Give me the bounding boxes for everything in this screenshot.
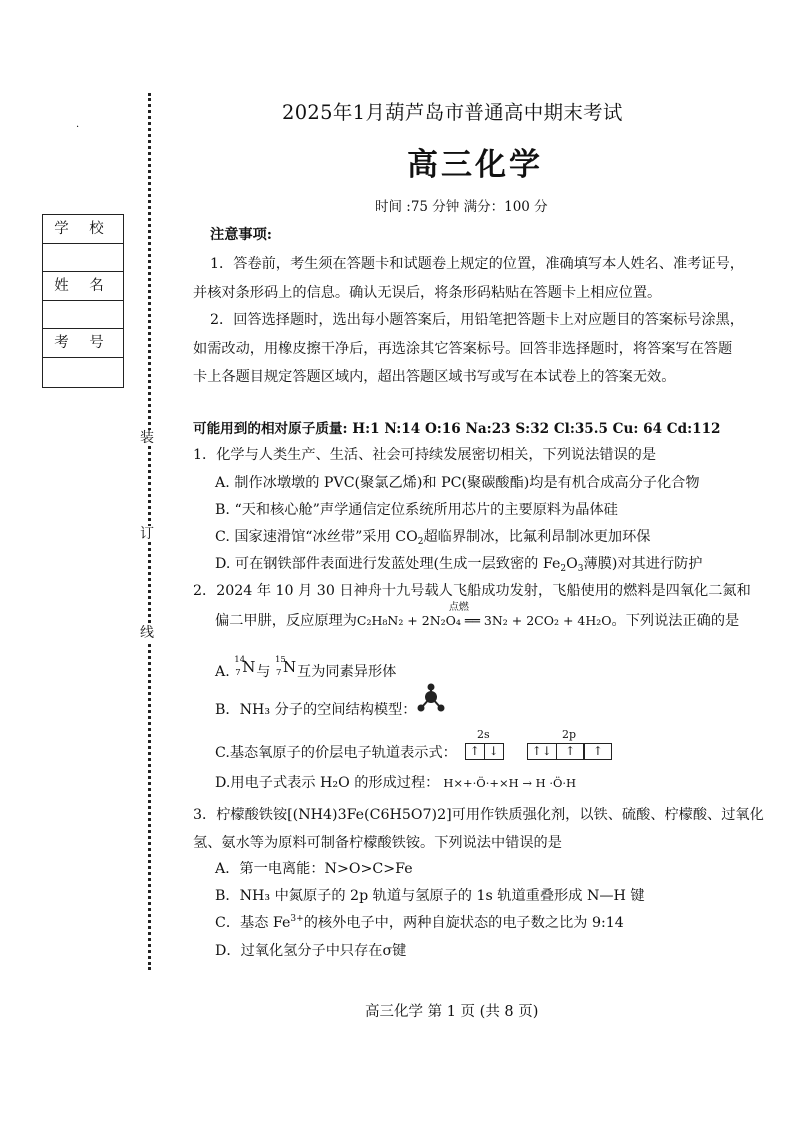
- name-label: 姓 名: [43, 272, 123, 301]
- isotope-n14: 14 7 N: [234, 655, 256, 678]
- binding-char-ding: 订: [140, 526, 154, 542]
- q2-option-c: C.基态氧原子的价层电子轨道表示式：: [215, 745, 457, 761]
- q3-option-c: C．基态 $Fe^{3+}$的核外电子中，两种自旋状态的电子数之比为 9:14: [215, 914, 624, 931]
- orbital-2p-box-1: ↑↓: [527, 743, 557, 760]
- q3-option-b: B．NH₃ 中氮原子的 2p 轨道与氢原子的 1s 轨道重叠形成 N—H 键: [215, 888, 645, 904]
- q2-reaction-condition: 点燃: [448, 602, 469, 613]
- nh3-ball-stick-model-icon: [416, 683, 446, 715]
- notice-item2-line2: 如需改动，用橡皮擦干净后，再选涂其它答案标号。回答非选择题时，将答案写在答题: [193, 341, 733, 357]
- binding-char-xian: 线: [140, 625, 154, 641]
- notice-item2-line1: 2．回答选择题时，选出每小题答案后，用铅笔把答题卡上对应题目的答案标号涂黑，: [210, 312, 744, 328]
- orbital-2s-box-2: ↓: [484, 743, 504, 760]
- q1-option-b: B. “天和核心舱”声学通信定位系统所用芯片的主要原料为晶体硅: [215, 502, 618, 518]
- exam-number-field[interactable]: [43, 358, 123, 387]
- q1-option-c: C. 国家速滑馆“冰丝带”采用 $CO_2$超临界制冰，比氟利昂制冰更加环保: [215, 529, 651, 547]
- binding-char-zhuang: 装: [140, 430, 154, 446]
- notice-heading: 注意事项:: [210, 227, 272, 243]
- atomic-masses: 可能用到的相对原子质量: H:1 N:14 O:16 Na:23 S:32 Cl:35.5 Cu: 64 Cd:112: [193, 421, 721, 437]
- orbital-2s: [466, 743, 504, 761]
- orbital-2p-box-3: ↑: [583, 743, 612, 760]
- notice-item2-line3: 卡上各题目规定答题区域内，超出答题区域书写或写在本试卷上的答案无效。: [193, 369, 676, 385]
- orbital-2s-box-1: ↑: [465, 743, 485, 760]
- q1-option-d: D. 可在钢铁部件表面进行发蓝处理(生成一层致密的 $Fe_2O_3$薄膜)对其进行防护: [215, 556, 703, 574]
- orbital-2p-label: 2p: [562, 728, 577, 741]
- q2-option-a: A. 14 7 N 与 15 7 N 互为同素异形体: [215, 655, 397, 680]
- stray-dot: ·: [76, 122, 80, 133]
- q2-stem-line1: 2．2024 年 10 月 30 日神舟十九号载人飞船成功发射，飞船使用的燃料是四氧化二氮和: [193, 583, 751, 599]
- notice-item1-line2: 并核对条形码上的信息。确认无误后，将条形码粘贴在答题卡上相应位置。: [193, 285, 662, 301]
- isotope-n15: 15 7 N: [275, 655, 297, 678]
- name-field[interactable]: [43, 301, 123, 330]
- q2-option-d: D.用电子式表示 H₂O 的形成过程： H×+·Ö·+×H → H ·Ö·H: [215, 775, 577, 791]
- subject-title: 高三化学: [407, 147, 543, 183]
- school-label: 学 校: [43, 215, 123, 244]
- exam-number-label: 考 号: [43, 329, 123, 358]
- time-and-score: 时间 :75 分钟 满分：100 分: [375, 199, 548, 215]
- q2-stem-line2: 偏二甲肼，反应原理为C₂H₈N₂ + 2N₂O₄ ══ 3N₂ + 2CO₂ + 4H₂O 点燃 。下列说法正确的是: [215, 602, 740, 629]
- q3-option-d: D．过氧化氢分子中只存在σ键: [215, 943, 407, 959]
- school-field[interactable]: [43, 244, 123, 273]
- q2-option-b: B．NH₃ 分子的空间结构模型：: [215, 702, 417, 718]
- orbital-2p: [528, 743, 612, 761]
- notice-item1-line1: 1．答卷前，考生须在答题卡和试题卷上规定的位置，准确填写本人姓名、准考证号，: [210, 256, 744, 272]
- q1-option-a: A. 制作冰墩墩的 PVC(聚氯乙烯)和 PC(聚碳酸酯)均是有机合成高分子化合物: [215, 475, 700, 491]
- exam-title: 2025年1月葫芦岛市普通高中期末考试: [282, 101, 623, 124]
- student-info-box: [42, 214, 124, 388]
- q2-reaction: C₂H₈N₂ + 2N₂O₄ ══ 3N₂ + 2CO₂ + 4H₂O 点燃: [356, 602, 612, 628]
- orbital-2p-box-2: ↑: [556, 743, 585, 760]
- q1-stem: 1．化学与人类生产、生活、社会可持续发展密切相关，下列说法错误的是: [193, 447, 657, 463]
- h2o-electron-formula: H×+·Ö·+×H → H ·Ö·H: [443, 776, 577, 790]
- orbital-2s-label: 2s: [477, 728, 490, 741]
- q3-option-a: A．第一电离能：N>O>C>Fe: [215, 861, 413, 877]
- q3-stem-line1: 3．柠檬酸铁铵[(NH4)3Fe(C6H5O7)2]可用作铁质强化剂，以铁、硫酸、柠檬酸、过氧化: [193, 807, 764, 823]
- page-footer: 高三化学 第 1 页 (共 8 页): [365, 1004, 539, 1020]
- q3-stem-line2: 氢、氨水等为原料可制备柠檬酸铁铵。下列说法中错误的是: [193, 835, 562, 851]
